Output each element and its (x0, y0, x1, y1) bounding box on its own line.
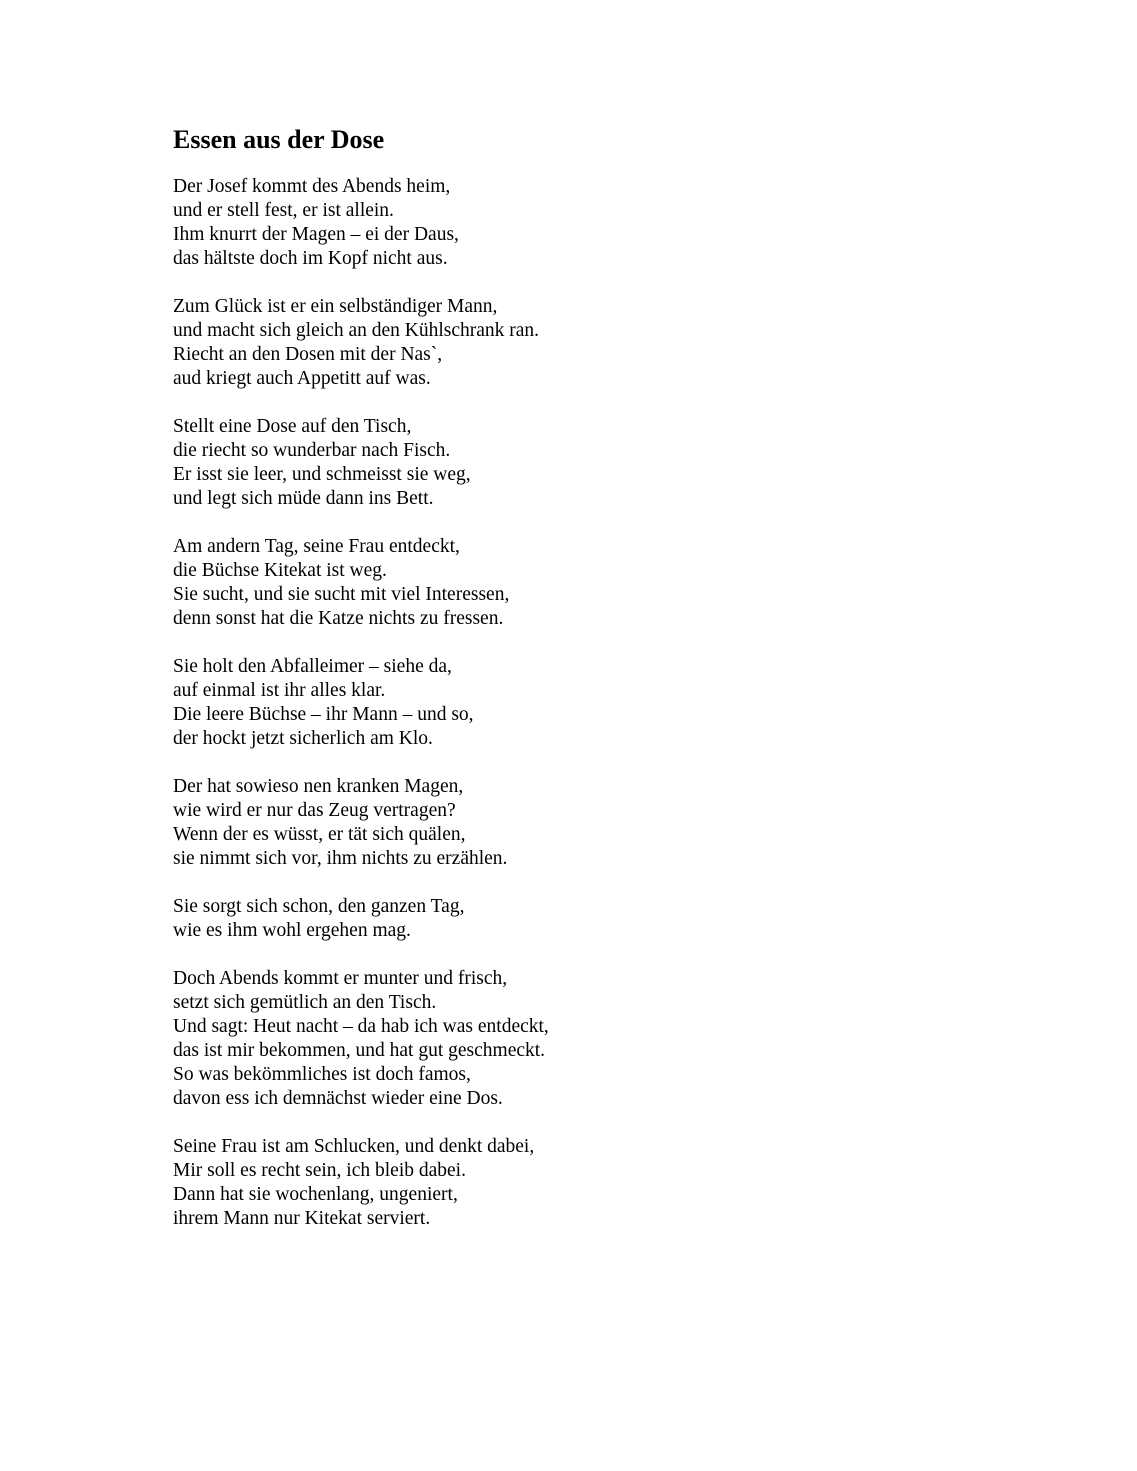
poem-line: Am andern Tag, seine Frau entdeckt, (173, 536, 460, 557)
poem-title: Essen aus der Dose (173, 125, 385, 154)
poem-line: Ihm knurrt der Magen – ei der Daus, (173, 224, 459, 245)
poem-line: auf einmal ist ihr alles klar. (173, 680, 386, 701)
poem-stanza (173, 535, 993, 631)
poem-line: So was bekömmliches ist doch famos, (173, 1064, 471, 1085)
poem-line: Die leere Büchse – ihr Mann – und so, (173, 704, 474, 725)
poem-body (173, 175, 993, 1255)
poem-line: aud kriegt auch Appetitt auf was. (173, 368, 431, 389)
poem-stanza (173, 175, 993, 271)
poem-line: die riecht so wunderbar nach Fisch. (173, 440, 451, 461)
poem-line: Dann hat sie wochenlang, ungeniert, (173, 1184, 458, 1205)
poem-line: Wenn der es wüsst, er tät sich quälen, (173, 824, 466, 845)
poem-line: wie es ihm wohl ergehen mag. (173, 920, 411, 941)
poem-line: Er isst sie leer, und schmeisst sie weg, (173, 464, 471, 485)
poem-line: Sie holt den Abfalleimer – siehe da, (173, 656, 452, 677)
poem-line: Sie sorgt sich schon, den ganzen Tag, (173, 896, 465, 917)
poem-line: Der hat sowieso nen kranken Magen, (173, 776, 464, 797)
poem-line: Zum Glück ist er ein selbständiger Mann, (173, 296, 498, 317)
poem-line: Stellt eine Dose auf den Tisch, (173, 416, 412, 437)
poem-stanza (173, 415, 993, 511)
poem-line: Doch Abends kommt er munter und frisch, (173, 968, 508, 989)
poem-line: denn sonst hat die Katze nichts zu fressen. (173, 608, 504, 629)
poem-line: Der Josef kommt des Abends heim, (173, 176, 451, 197)
poem-line: das ist mir bekommen, und hat gut geschmeckt. (173, 1040, 546, 1061)
poem-line: Seine Frau ist am Schlucken, und denkt dabei, (173, 1136, 535, 1157)
poem-line: das hältste doch im Kopf nicht aus. (173, 248, 448, 269)
poem-line: ihrem Mann nur Kitekat serviert. (173, 1208, 431, 1229)
poem-line: und macht sich gleich an den Kühlschrank ran. (173, 320, 540, 341)
poem-line: davon ess ich demnächst wieder eine Dos. (173, 1088, 503, 1109)
poem-line: und legt sich müde dann ins Bett. (173, 488, 434, 509)
poem-line: setzt sich gemütlich an den Tisch. (173, 992, 437, 1013)
poem-stanza (173, 655, 993, 751)
poem-stanza (173, 295, 993, 391)
poem-line: Mir soll es recht sein, ich bleib dabei. (173, 1160, 466, 1181)
poem-stanza (173, 967, 993, 1111)
poem-line: Sie sucht, und sie sucht mit viel Interessen, (173, 584, 510, 605)
poem-line: sie nimmt sich vor, ihm nichts zu erzählen. (173, 848, 508, 869)
poem-line: Und sagt: Heut nacht – da hab ich was entdeckt, (173, 1016, 549, 1037)
poem-stanza (173, 895, 993, 943)
poem-stanza (173, 775, 993, 871)
poem-line: wie wird er nur das Zeug vertragen? (173, 800, 456, 821)
poem-stanza (173, 1135, 993, 1231)
poem-line: Riecht an den Dosen mit der Nas`, (173, 344, 443, 365)
poem-line: und er stell fest, er ist allein. (173, 200, 394, 221)
poem-line: der hockt jetzt sicherlich am Klo. (173, 728, 433, 749)
poem-line: die Büchse Kitekat ist weg. (173, 560, 387, 581)
